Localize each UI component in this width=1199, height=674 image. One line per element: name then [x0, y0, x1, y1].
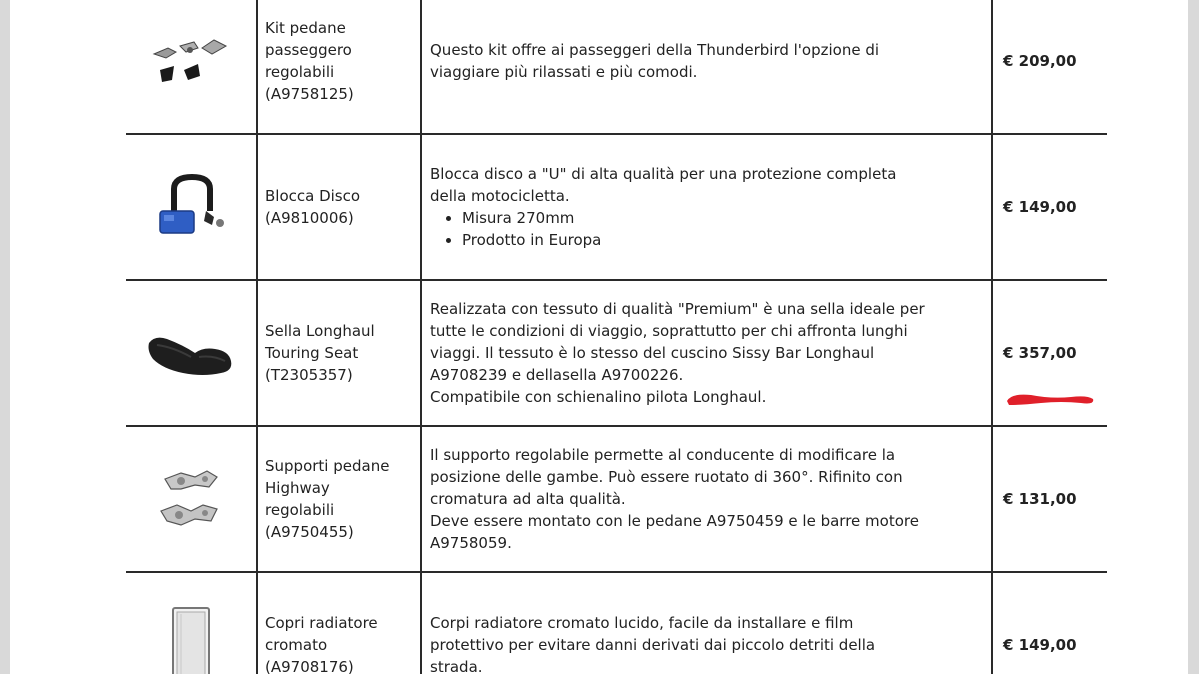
product-name-cell [257, 426, 421, 572]
description-line: della motocicletta. [430, 187, 570, 205]
product-image-cell [126, 0, 257, 134]
product-price: € 149,00 [1003, 636, 1077, 654]
product-name-line: regolabili [265, 62, 335, 81]
product-code: (T2305357) [265, 366, 353, 384]
description-bullets [430, 207, 985, 251]
table-row [126, 280, 1107, 426]
catalog-page [10, 0, 1188, 674]
seat-icon [143, 323, 239, 383]
description-line: A9758059. [430, 534, 512, 552]
description-line: tutte le condizioni di viaggio, soprattutto per chi affronta lunghi [430, 322, 908, 340]
table-row [126, 0, 1107, 134]
product-name-line: Kit pedane [265, 18, 346, 37]
product-price-cell [992, 280, 1107, 426]
description-line: posizione delle gambe. Può essere ruotato di 360°. Rifinito con [430, 468, 903, 486]
product-name-line: Blocca Disco [265, 187, 361, 205]
bullet-item: • Misura 270mm [462, 207, 985, 229]
disc-lock-icon [146, 171, 236, 243]
product-name-line: Supporti pedane [265, 457, 390, 475]
bullet-item: • Prodotto in Europa [462, 229, 985, 251]
product-price: € 149,00 [992, 134, 1107, 280]
product-name-line: Highway [265, 479, 330, 497]
product-name-line: Touring Seat [265, 344, 359, 362]
description-line: Corpi radiatore cromato lucido, facile da installare e film [430, 614, 854, 632]
product-name-line: Sella Longhaul [265, 322, 375, 340]
product-name-cell [257, 134, 421, 280]
description-line: strada. [430, 658, 483, 674]
red-underline-annotation [1001, 389, 1101, 411]
product-name-line: passeggero [265, 40, 352, 59]
product-code: (A9758125) [265, 84, 354, 103]
description-line: Blocca disco a "U" di alta qualità per una protezione completa [430, 165, 897, 183]
description-line: cromatura ad alta qualità. [430, 490, 626, 508]
description-line: A9708239 e dellasella A9700226. [430, 366, 684, 384]
description-line: protettivo per evitare danni derivati dai piccolo detriti della [430, 636, 876, 654]
description-line: Compatibile con schienalino pilota Longhaul. [430, 388, 767, 406]
product-name-cell [257, 572, 421, 674]
product-code: (A9750455) [265, 523, 354, 541]
product-name-cell [257, 0, 421, 134]
description-line: viaggiare più rilassati e più comodi. [430, 62, 698, 81]
product-code: (A9810006) [265, 209, 354, 227]
description-line: Deve essere montato con le pedane A9750459 e le barre motore [430, 512, 919, 530]
description-line: Realizzata con tessuto di qualità "Premium" è una sella ideale per [430, 300, 925, 318]
product-description-cell [421, 0, 992, 134]
table-row [126, 572, 1107, 674]
product-image-cell [126, 134, 257, 280]
product-image-cell [126, 426, 257, 572]
product-image-cell [126, 572, 257, 674]
footpegs-kit-icon [146, 26, 236, 96]
product-name-cell [257, 280, 421, 426]
product-price: € 131,00 [992, 426, 1107, 572]
product-price: € 209,00 [992, 0, 1107, 134]
product-image-cell [126, 280, 257, 426]
product-price: € 357,00 [1003, 344, 1077, 362]
product-description-cell [421, 280, 992, 426]
description-line: Il supporto regolabile permette al conducente di modificare la [430, 446, 896, 464]
description-line: viaggi. Il tessuto è lo stesso del cuscino Sissy Bar Longhaul [430, 344, 875, 362]
radiator-cover-icon [161, 602, 221, 674]
accessories-table [126, 0, 1107, 674]
product-name-line: Copri radiatore [265, 614, 378, 632]
table-row [126, 134, 1107, 280]
product-description-cell [421, 572, 992, 674]
product-description-cell [421, 134, 992, 280]
product-name-line: cromato [265, 636, 328, 654]
product-description-cell [421, 426, 992, 572]
highway-peg-mounts-icon [151, 459, 231, 539]
description-line: Questo kit offre ai passeggeri della Thunderbird l'opzione di [430, 40, 880, 59]
product-name-line: regolabili [265, 501, 335, 519]
table-row [126, 426, 1107, 572]
product-code: (A9708176) [265, 658, 354, 674]
